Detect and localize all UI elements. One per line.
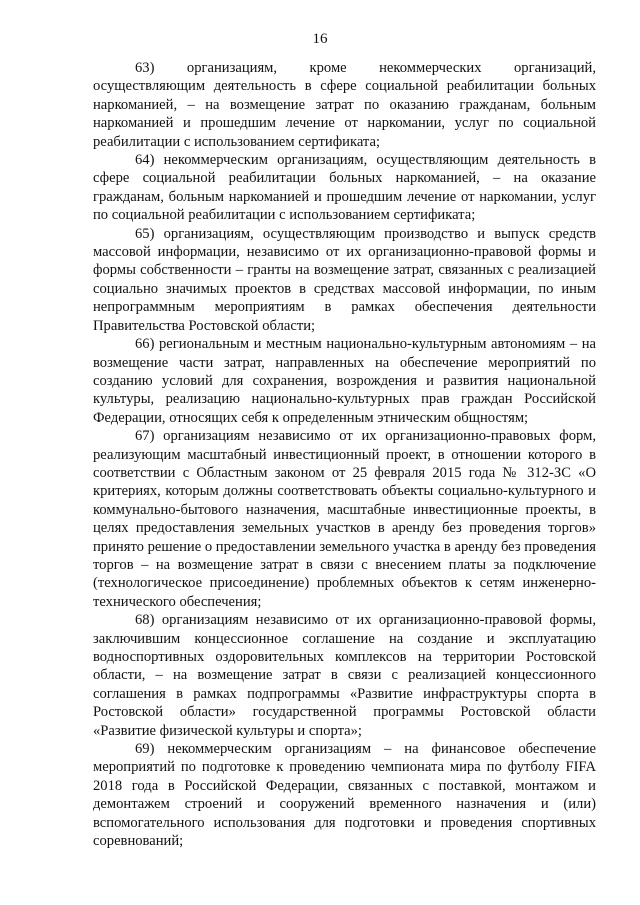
paragraph-64: 64) некоммерческим организациям, осуществляющим деятельность в сфере социальной реабилитации больных наркоманией, – на оказание гражданам, больным наркоманией и прошедшим лечение от наркомании, услуг по социальной реабилитации с использованием сертификата;	[93, 152, 596, 224]
body-text	[93, 59, 596, 850]
paragraph-67: 67) организациям независимо от их организационно-правовых форм, реализующим масштабный инвестиционный проект, в отношении которого в соответствии с Областным законом от 25 февраля 2015 года № 312-ЗС «О критериях, которым должны соответствовать объекты социально-культурного и коммунально-бытового назначения, масштабные инвестиционные проекты, в целях предоставления земельных участков в аренду без проведения торгов» принято решение о предоставлении земельного участка в аренду без проведения торгов – на возмещение затрат в связи с внесением платы за подключение (технологическое присоединение) проблемных объектов к сетям инженерно-технического обеспечения;	[93, 428, 596, 610]
paragraph-65: 65) организациям, осуществляющим производство и выпуск средств массовой информации, независимо от их организационно-правовой формы и формы собственности – гранты на возмещение затрат, связанных с реализацией социально значимых проектов в средствах массовой информации, по иным непрограммным мероприятиям в рамках обеспечения деятельности Правительства Ростовской области;	[93, 225, 596, 334]
paragraph-66: 66) региональным и местным национально-культурным автономиям – на возмещение части затрат, направленных на обеспечение мероприятий по созданию условий для сохранения, возрождения и развития национальной культуры, реализацию национально-культурных прав граждан Российской Федерации, относящих себя к определенным этническим общностям;	[93, 336, 596, 426]
paragraph-69: 69) некоммерческим организациям – на финансовое обеспечение мероприятий по подготовке к проведению чемпионата мира по футболу FIFA 2018 года в Российской Федерации, связанных с поставкой, монтажом и демонтажем строений и сооружений временного назначения и (или) вспомогательного использования для подготовки и проведения спортивных соревнований;	[93, 741, 596, 850]
paragraph-68: 68) организациям независимо от их организационно-правовой формы, заключившим концессионное соглашение на создание и эксплуатацию водноспортивных оздоровительных комплексов на территории Ростовской области, – на возмещение затрат в связи с реализацией концессионного соглашения в рамках подпрограммы «Развитие инфраструктуры спорта в Ростовской области» государственной программы Ростовской области «Развитие физической культуры и спорта»;	[93, 612, 596, 739]
paragraph-63: 63) организациям, кроме некоммерческих организаций, осуществляющим деятельность в сфере социальной реабилитации больных наркоманией, – на возмещение затрат по оказанию гражданам, больным наркоманией и прошедшим лечение от наркомании, услуг по социальной реабилитации с использованием сертификата;	[93, 60, 596, 150]
page-number: 16	[312, 31, 328, 47]
